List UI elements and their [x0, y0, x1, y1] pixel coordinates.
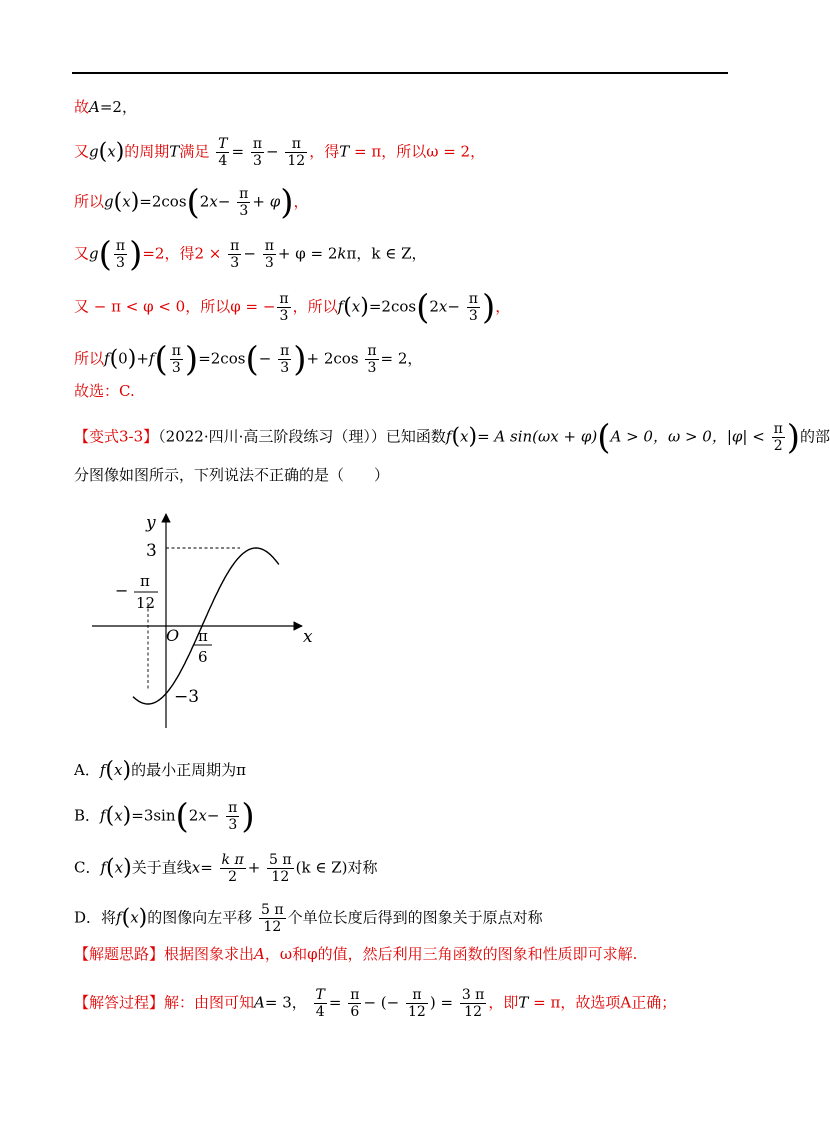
solution-line-1: [74, 97, 137, 117]
fraction: $\frac{\pi}{2}$: [773, 421, 783, 454]
option-d[interactable]: D．将f(x)的图像向左平移 $\frac{5 \pi}{12}$ 个单位长度后得到的图象关于原点对称: [74, 902, 543, 935]
solution-line-7: 故选：C.: [74, 382, 135, 400]
fraction: $\frac{\pi}{3}$: [367, 343, 377, 376]
fraction: $\frac{\pi}{12}$: [287, 136, 306, 169]
text: 故: [74, 98, 90, 116]
solution-line-4: 又g( $\frac{\pi}{3}$ )=2，得2 × $\frac{\pi}{3}$ − $\frac{\pi}{3}$ + φ = 2kπ，k ∈ Z，: [74, 234, 427, 275]
process-line: 【解答过程】解：由图可知A= 3， $\frac{T}{4}$ = $\frac{\pi}{6}$ − (− $\frac{\pi}{12}$ ) = $\frac{3 \pi}{12}$ ，即T = π，故选项A正确；: [74, 987, 677, 1020]
hint-tag: 【解题思路】: [74, 945, 165, 963]
fraction: $\frac{\pi}{3}$: [264, 238, 274, 271]
option-c[interactable]: C．f(x)关于直线x= $\frac{\text{k π}}{2}$ + $\frac{5 \pi}{12}$ (k ∈ Z)对称: [74, 852, 378, 885]
hint-line: 【解题思路】根据图象求出A，ω和φ的值，然后利用三角函数的图象和性质即可求解.: [74, 945, 638, 963]
fraction: $\frac{\pi}{12}$: [408, 987, 426, 1020]
fraction: $\frac{\pi}{3}$: [280, 343, 290, 376]
var-A: A: [89, 98, 100, 116]
text: 的周期: [124, 142, 170, 161]
solution-line-5: 又 − π < φ < 0，所以φ = − $\frac{\pi}{3}$ ，所以f(x)=2cos(2x− $\frac{\pi}{3}$ )，: [74, 287, 511, 328]
solution-line-2: 又g(x)的周期T满足 $\frac{T}{4}$ = $\frac{\pi}{3}$ − $\frac{\pi}{12}$ ，得T = π，所以ω = 2，: [74, 136, 486, 169]
text: =2，: [99, 98, 137, 116]
text: 又: [74, 142, 90, 161]
left-tick-numerator: π: [140, 572, 150, 590]
fraction: $\frac{\pi}{3}$: [228, 800, 238, 833]
graph-svg: [88, 508, 328, 738]
fraction: $\frac{\pi}{6}$: [350, 987, 360, 1020]
fraction: $\frac{\pi}{3}$: [115, 238, 126, 271]
min-label: −3: [174, 687, 200, 707]
function-graph: [88, 508, 328, 738]
left-tick-denominator: 12: [136, 594, 156, 612]
y-axis-label: y: [146, 513, 156, 533]
var-x: x: [107, 142, 116, 161]
left-tick-sign: −: [115, 581, 129, 600]
fraction: $\frac{\pi}{3}$: [279, 291, 289, 324]
fraction: $\frac{\pi}{3}$: [252, 136, 263, 169]
max-label: 3: [146, 541, 157, 561]
fraction: $\frac{5 \pi}{12}$: [269, 852, 292, 885]
fraction: $\frac{\pi}{3}$: [171, 343, 181, 376]
option-a[interactable]: A．f(x)的最小正周期为π: [74, 758, 246, 783]
problem-source: （2022·四川·高三阶段练习（理））已知函数: [158, 427, 446, 446]
fraction: $\frac{T}{4}$: [218, 136, 228, 169]
fraction: $\frac{T}{4}$: [315, 987, 325, 1020]
fraction: $\frac{3 \pi}{12}$: [461, 987, 485, 1020]
problem-tag: 【变式3-3】: [74, 427, 159, 446]
fraction: $\frac{5 \pi}{12}$: [261, 902, 284, 935]
right-tick-numerator: π: [198, 627, 208, 645]
solution-line-6: 所以f(0)+f( $\frac{\pi}{3}$ )=2cos(− $\frac{\pi}{3}$ )+ 2cos $\frac{\pi}{3}$ = 2，: [74, 339, 423, 380]
text: 满足: [179, 142, 210, 161]
fraction: $\frac{\text{k π}}{2}$: [221, 852, 244, 885]
fraction: $\frac{\pi}{3}$: [468, 291, 478, 324]
problem-line-2: 分图像如图所示，下列说法不正确的是（ ）: [74, 466, 390, 484]
x-axis-label: x: [303, 627, 313, 647]
header-rule: [72, 72, 728, 74]
origin-label: O: [166, 626, 180, 645]
fraction: $\frac{\pi}{3}$: [230, 238, 240, 271]
solution-line-3: 所以g(x)=2cos(2x− $\frac{\pi}{3}$ + φ)，: [74, 182, 309, 223]
fraction: $\frac{\pi}{3}$: [239, 186, 249, 219]
right-tick-denominator: 6: [198, 648, 208, 666]
option-b[interactable]: B．f(x)=3sin(2x− $\frac{\pi}{3}$ ): [74, 796, 255, 837]
problem-line-1: 【变式3-3】（2022·四川·高三阶段练习（理））已知函数f(x)= A sin(ωx + φ)(A > 0，ω > 0，|φ| < $\frac{\pi}{2}$ )的部: [74, 417, 830, 458]
var-g: g: [89, 142, 99, 161]
process-tag: 【解答过程】: [74, 993, 165, 1012]
var-T: T: [169, 142, 180, 161]
